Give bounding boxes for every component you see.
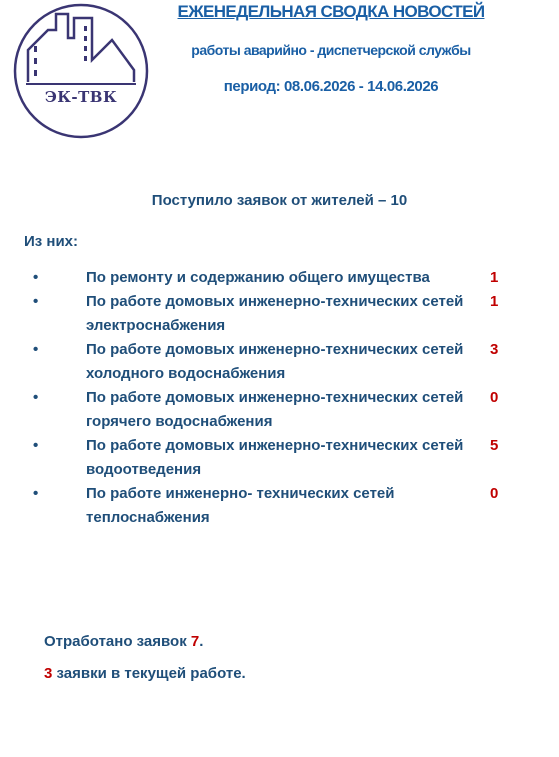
- category-label: По работе домовых инженерно-технических сетей водоотведения: [86, 437, 464, 478]
- category-count: 1: [490, 269, 499, 286]
- category-label: По работе домовых инженерно-технических сетей холодного водоснабжения: [86, 341, 464, 382]
- in-progress-suffix: заявки в текущей работе.: [52, 665, 246, 682]
- city-skyline-logo-icon: [8, 2, 154, 140]
- bullet-icon: •: [33, 293, 39, 310]
- completed-suffix: .: [199, 633, 204, 650]
- bullet-icon: •: [33, 269, 39, 286]
- page-subtitle: работы аварийно - диспетчерской службы: [191, 42, 471, 58]
- bullet-icon: •: [33, 485, 39, 502]
- of-them-label: Из них:: [24, 233, 79, 250]
- list-item: [0, 338, 559, 386]
- category-count: 1: [490, 293, 499, 310]
- category-count: 3: [490, 341, 499, 358]
- logo-text: ЭК-ТВК: [44, 88, 118, 106]
- total-requests: Поступило заявок от жителей – 10: [151, 192, 408, 209]
- in-progress-count: 3: [44, 665, 53, 682]
- completed-prefix: Отработано заявок: [44, 633, 191, 650]
- list-item: [0, 266, 559, 290]
- list-item: [0, 482, 559, 530]
- report-period: период: 08.06.2026 - 14.06.2026: [223, 78, 439, 95]
- completed-requests: [44, 633, 203, 650]
- completed-count: 7: [190, 633, 200, 650]
- category-list: [0, 266, 559, 530]
- bullet-icon: •: [33, 437, 39, 454]
- page-title: ЕЖЕНЕДЕЛЬНАЯ СВОДКА НОВОСТЕЙ: [177, 2, 485, 21]
- bullet-icon: •: [33, 389, 39, 406]
- category-count: 0: [490, 389, 499, 406]
- category-label: По работе инженерно- технических сетей теплоснабжения: [86, 485, 395, 526]
- category-label: По ремонту и содержанию общего имущества: [86, 269, 430, 286]
- category-count: 0: [490, 485, 499, 502]
- category-count: 5: [490, 437, 499, 454]
- bullet-icon: •: [33, 341, 39, 358]
- list-item: [0, 386, 559, 434]
- company-logo: [8, 2, 154, 140]
- list-item: [0, 434, 559, 482]
- in-progress-requests: [44, 665, 246, 682]
- category-label: По работе домовых инженерно-технических сетей горячего водоснабжения: [86, 389, 464, 430]
- list-item: [0, 290, 559, 338]
- category-label: По работе домовых инженерно-технических сетей электроснабжения: [86, 293, 464, 334]
